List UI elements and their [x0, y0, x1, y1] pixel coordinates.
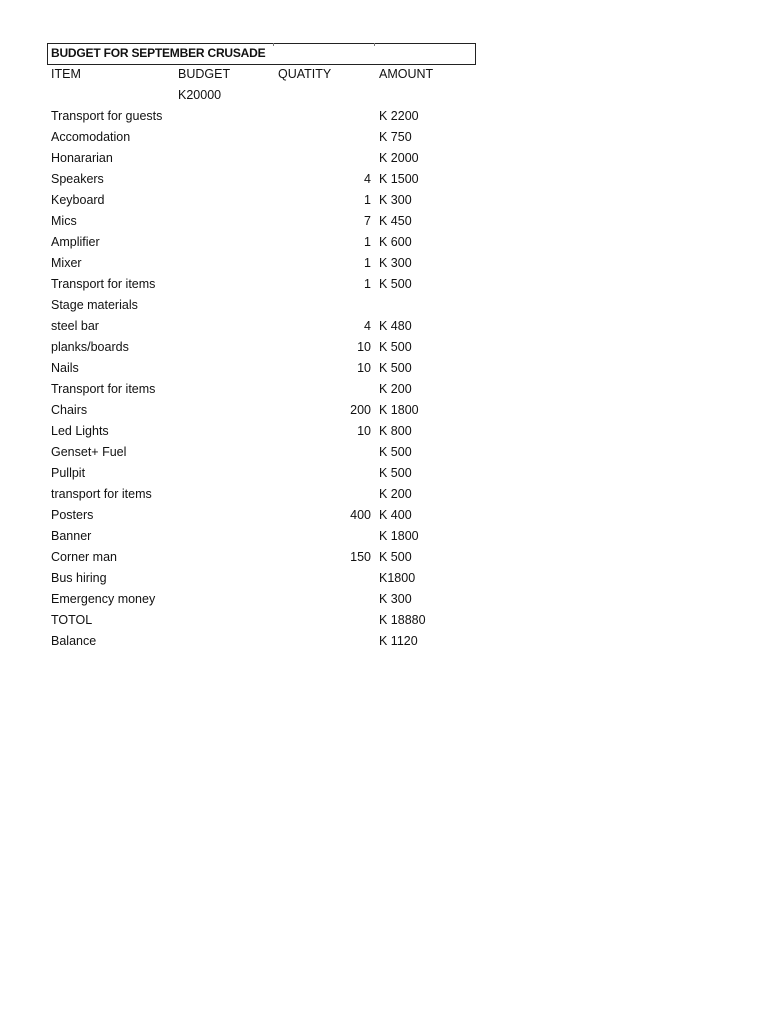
row-amount: K 500 [379, 445, 412, 459]
row-item: Bus hiring [51, 571, 107, 585]
row-item: Honararian [51, 151, 113, 165]
row-amount: K 600 [379, 235, 412, 249]
row-item: Nails [51, 361, 79, 375]
row-amount: K 300 [379, 193, 412, 207]
row-amount: K 500 [379, 466, 412, 480]
table-row [47, 169, 477, 190]
row-item: Mixer [51, 256, 82, 270]
row-item: TOTOL [51, 613, 93, 627]
row-amount: K 1800 [379, 403, 419, 417]
table-row [47, 589, 477, 610]
row-item: Balance [51, 634, 97, 648]
row-amount: K 2200 [379, 109, 419, 123]
sheet-title: BUDGET FOR SEPTEMBER CRUSADE [51, 46, 266, 60]
row-amount: K 1120 [379, 634, 418, 648]
row-quantity: 150 [350, 550, 371, 564]
row-amount: K 300 [379, 256, 412, 270]
budget-total-row [47, 85, 477, 106]
table-row [47, 337, 477, 358]
header-item: ITEM [51, 67, 81, 81]
row-amount: K 1800 [379, 529, 419, 543]
table-row [47, 358, 477, 379]
table-row [47, 253, 477, 274]
budget-total-value: K20000 [178, 88, 222, 102]
table-row [47, 127, 477, 148]
row-quantity: 1 [364, 193, 371, 207]
row-item: Posters [51, 508, 94, 522]
row-item: planks/boards [51, 340, 129, 354]
header-quantity: QUATITY [278, 67, 332, 81]
table-row [47, 442, 477, 463]
row-amount: K1800 [379, 571, 416, 585]
table-row [47, 400, 477, 421]
row-item: steel bar [51, 319, 99, 333]
table-row [47, 295, 477, 316]
table-row [47, 211, 477, 232]
table-row [47, 148, 477, 169]
row-amount: K 18880 [379, 613, 426, 627]
table-row [47, 190, 477, 211]
table-row [47, 631, 477, 653]
row-quantity: 10 [357, 361, 371, 375]
table-row [47, 484, 477, 505]
column-divider [374, 43, 375, 46]
row-item: Mics [51, 214, 77, 228]
row-item: Transport for items [51, 277, 156, 291]
row-amount: K 1500 [379, 172, 419, 186]
budget-sheet [47, 43, 477, 653]
table-row [47, 463, 477, 484]
row-quantity: 1 [364, 235, 371, 249]
row-item: Stage materials [51, 298, 138, 312]
row-amount: K 750 [379, 130, 412, 144]
row-amount: K 2000 [379, 151, 419, 165]
row-item: transport for items [51, 487, 152, 501]
row-amount: K 500 [379, 340, 412, 354]
row-amount: K 500 [379, 277, 412, 291]
table-row [47, 526, 477, 547]
row-item: Transport for items [51, 382, 156, 396]
row-quantity: 1 [364, 277, 371, 291]
header-amount: AMOUNT [379, 67, 434, 81]
table-row [47, 610, 477, 631]
row-item: Speakers [51, 172, 104, 186]
title-row [47, 43, 477, 64]
header-budget: BUDGET [178, 67, 231, 81]
row-amount: K 800 [379, 424, 412, 438]
table-row [47, 232, 477, 253]
row-quantity: 10 [357, 340, 371, 354]
row-item: Accomodation [51, 130, 131, 144]
table-row [47, 568, 477, 589]
row-quantity: 4 [364, 172, 371, 186]
table-row [47, 316, 477, 337]
row-item: Keyboard [51, 193, 105, 207]
row-quantity: 4 [364, 319, 371, 333]
header-row [47, 64, 477, 85]
column-divider [273, 43, 274, 46]
row-amount: K 400 [379, 508, 412, 522]
row-amount: K 500 [379, 550, 412, 564]
row-amount: K 200 [379, 382, 412, 396]
row-amount: K 200 [379, 487, 412, 501]
row-item: Led Lights [51, 424, 109, 438]
row-item: Transport for guests [51, 109, 163, 123]
table-row [47, 547, 477, 568]
table-row [47, 274, 477, 295]
row-item: Chairs [51, 403, 88, 417]
table-row [47, 106, 477, 127]
row-amount: K 500 [379, 361, 412, 375]
table-row [47, 379, 477, 400]
row-item: Banner [51, 529, 92, 543]
row-quantity: 7 [364, 214, 371, 228]
row-quantity: 10 [357, 424, 371, 438]
row-quantity: 400 [350, 508, 371, 522]
row-item: Amplifier [51, 235, 100, 249]
table-row [47, 421, 477, 442]
row-item: Pullpit [51, 466, 86, 480]
table-row [47, 505, 477, 526]
row-item: Genset+ Fuel [51, 445, 127, 459]
row-quantity: 200 [350, 403, 371, 417]
row-amount: K 300 [379, 592, 412, 606]
row-amount: K 450 [379, 214, 412, 228]
row-quantity: 1 [364, 256, 371, 270]
row-item: Emergency money [51, 592, 156, 606]
row-item: Corner man [51, 550, 117, 564]
item-rows [47, 106, 477, 653]
row-amount: K 480 [379, 319, 412, 333]
